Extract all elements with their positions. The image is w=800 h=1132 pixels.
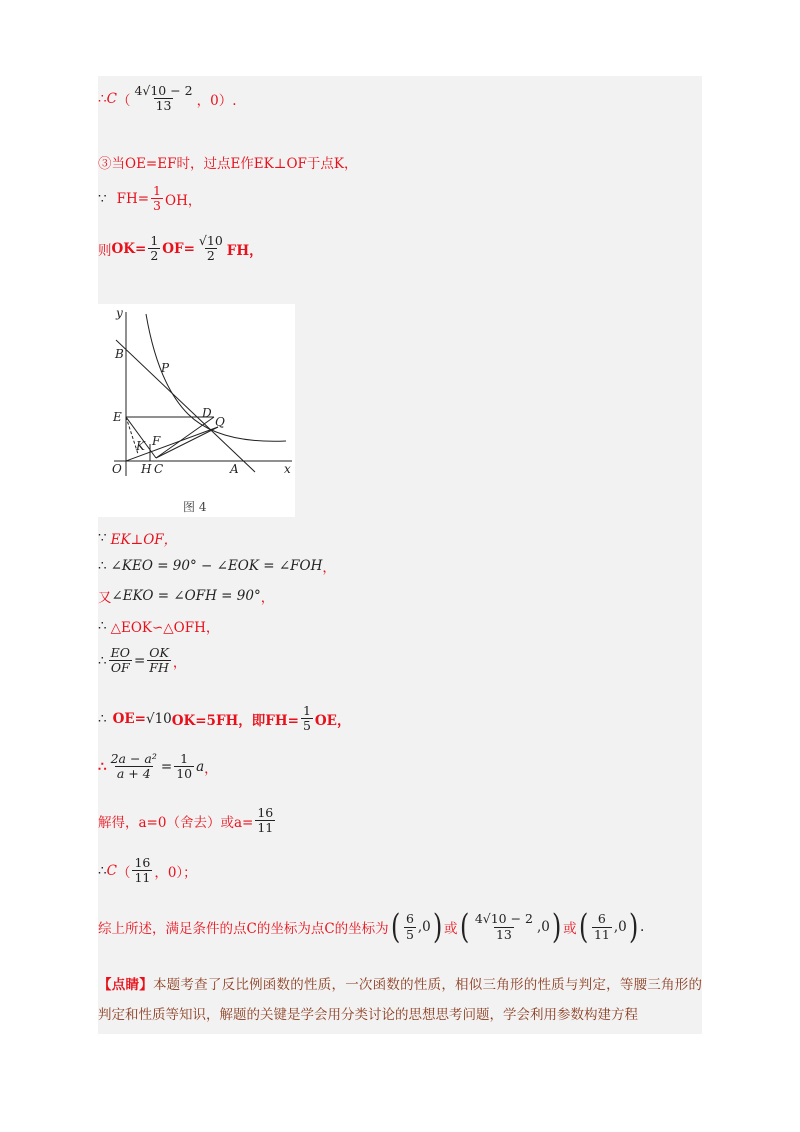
comma: ， — [172, 654, 187, 671]
zero-coordinate: ,0 — [417, 919, 431, 935]
angle-equation: ∠EKO = ∠OFH = 90° — [111, 588, 261, 604]
line-similar — [98, 616, 219, 636]
open-paren: （ — [116, 92, 131, 109]
fraction-numerator: 16 — [257, 805, 274, 820]
ok-fh-text: OK=5FH，即FH= — [171, 712, 299, 729]
ek-perp-text: EK⊥OF， — [110, 532, 178, 548]
therefore-symbol: ∴ — [98, 618, 107, 634]
fraction-denominator: 2 — [150, 248, 159, 264]
or-word: 或 — [563, 921, 577, 937]
fraction — [592, 912, 612, 942]
fraction — [404, 912, 416, 942]
comma: ， — [204, 760, 218, 777]
zero-coordinate: ,0 — [613, 919, 627, 935]
fh-label: FH= — [116, 190, 150, 207]
zero-coordinate: ,0 — [537, 919, 550, 935]
label-x: x — [284, 462, 291, 476]
line-angle-keo — [98, 556, 336, 576]
line-angle-eko — [98, 586, 274, 606]
fh-label: FH， — [226, 242, 263, 259]
label-y: y — [116, 306, 123, 320]
right-paren: ) — [628, 907, 639, 947]
figure-caption: 图 4 — [183, 500, 207, 514]
fraction — [132, 856, 152, 886]
figure-4 — [98, 304, 295, 517]
therefore-symbol: ∴ — [98, 862, 107, 879]
line-equation-a — [98, 752, 218, 782]
fraction — [301, 704, 313, 734]
fraction-numerator: 16 — [134, 855, 151, 870]
fraction — [151, 184, 163, 214]
line-summary — [98, 907, 645, 947]
ok-label: OK= — [111, 240, 147, 257]
line-c-result-1 — [98, 84, 237, 114]
point-label: C — [106, 90, 117, 107]
label-p: P — [161, 361, 170, 375]
coordinate-tail: ，0）； — [154, 864, 197, 881]
fraction-denominator: OF — [110, 660, 130, 676]
fraction-numerator: 4√10 − 2 — [134, 83, 193, 98]
then-word: 则 — [98, 242, 112, 259]
point-label: C — [106, 862, 117, 879]
line-solve-a — [98, 806, 277, 836]
label-k: K — [136, 439, 145, 453]
fraction-denominator: 11 — [257, 820, 274, 836]
comma: ， — [322, 560, 336, 576]
label-q: Q — [215, 415, 225, 429]
therefore-symbol: ∴ — [98, 558, 107, 574]
fraction-denominator: 5 — [405, 926, 414, 942]
fraction-numerator: 1 — [180, 751, 189, 766]
line-cq — [156, 427, 218, 458]
line-ok-relation — [98, 234, 263, 264]
line-oe-relation — [98, 704, 350, 734]
fraction — [255, 806, 275, 836]
fraction-numerator: OK — [149, 645, 169, 660]
also-word: 又 — [98, 590, 112, 606]
because-symbol: ∵ — [98, 190, 107, 207]
label-b: B — [115, 347, 124, 361]
fraction-denominator: 13 — [495, 926, 512, 942]
label-o: O — [112, 462, 122, 476]
of-label: OF= — [162, 240, 195, 257]
oe-tail: OE， — [314, 712, 351, 729]
solve-text: 解得，a=0（舍去）或a= — [98, 814, 254, 831]
case-3-text: ③当OE=EF时，过点E作EK⊥OF于点K， — [98, 156, 358, 172]
right-paren: ) — [432, 907, 443, 947]
fraction-denominator: 13 — [155, 98, 172, 114]
fraction-denominator: 5 — [302, 718, 311, 734]
fraction — [473, 912, 535, 942]
summary-text: 综上所述，满足条件的点C的坐标为点C的坐标为 — [98, 921, 389, 937]
equals-sign: = — [160, 758, 173, 775]
fraction — [109, 646, 132, 676]
fraction-numerator: EO — [110, 645, 130, 660]
fraction-denominator: FH — [149, 660, 169, 676]
fraction-denominator: 11 — [593, 926, 610, 942]
label-a: A — [230, 462, 239, 476]
variable-a: a — [196, 758, 205, 775]
therefore-symbol: ∴ — [98, 90, 107, 107]
comment-tag: 【点睛】 — [98, 977, 153, 993]
coordinate-tail: ，0）. — [196, 92, 237, 109]
comma: ， — [260, 590, 275, 606]
geometry-diagram — [98, 304, 295, 517]
fraction — [174, 752, 194, 782]
right-paren: ) — [551, 907, 562, 947]
therefore-symbol: ∴ — [98, 652, 107, 669]
label-e: E — [113, 410, 122, 424]
fraction-denominator: a + 4 — [116, 766, 151, 782]
fraction-numerator: 4√10 − 2 — [474, 911, 534, 927]
oh-label: OH， — [165, 192, 202, 209]
fraction-numerator: 1 — [150, 233, 159, 248]
comment-text: 本题考查了反比例函数的性质，一次函数的性质，相似三角形的性质与判定，等腰三角形的判定和性质等知识，解题的关键是学会用分类讨论的思想思考问题，学会利用参数构建方程 — [98, 977, 703, 1023]
similar-triangles-text: △EOK∽△OFH， — [110, 620, 220, 636]
fraction-denominator: 3 — [153, 198, 161, 214]
line-case-3 — [98, 152, 357, 172]
left-paren: ( — [390, 907, 400, 947]
fraction — [147, 646, 171, 676]
left-paren: ( — [459, 907, 469, 947]
left-paren: ( — [578, 907, 588, 947]
because-symbol: ∵ — [98, 530, 107, 546]
open-paren: （ — [116, 864, 131, 881]
equals-sign: = — [133, 652, 146, 669]
fraction — [132, 84, 194, 114]
label-h: H — [141, 462, 152, 476]
fraction-numerator: 1 — [153, 183, 161, 198]
solution-panel — [98, 76, 702, 1034]
fraction-numerator: 6 — [597, 911, 606, 927]
line-ek-perp — [98, 528, 177, 548]
fraction — [197, 234, 225, 264]
label-f: F — [152, 434, 161, 448]
fraction-denominator: 10 — [176, 766, 193, 782]
sqrt-ten: √10 — [145, 710, 172, 727]
or-word: 或 — [444, 921, 458, 937]
label-c: C — [154, 462, 164, 476]
fraction — [109, 752, 159, 782]
line-ratio — [98, 646, 186, 676]
line-fh-relation — [98, 184, 201, 214]
line-c-result-2 — [98, 856, 197, 886]
fraction-denominator: 11 — [134, 870, 151, 886]
comment-paragraph — [98, 970, 702, 1030]
fraction-numerator: 2a − a² — [110, 751, 157, 766]
therefore-symbol: ∴ — [98, 758, 107, 775]
fraction — [148, 234, 160, 264]
label-d: D — [202, 406, 212, 420]
fraction-numerator: 1 — [302, 703, 311, 718]
fraction-denominator: 2 — [206, 248, 215, 264]
fraction-numerator: √10 — [198, 233, 223, 248]
line-cd — [156, 417, 214, 458]
fraction-numerator: 6 — [405, 911, 414, 927]
angle-equation: ∠KEO = 90° − ∠EOK = ∠FOH — [110, 558, 323, 574]
period: . — [640, 919, 645, 935]
oe-label: OE= — [112, 710, 146, 727]
therefore-symbol: ∴ — [98, 710, 107, 727]
